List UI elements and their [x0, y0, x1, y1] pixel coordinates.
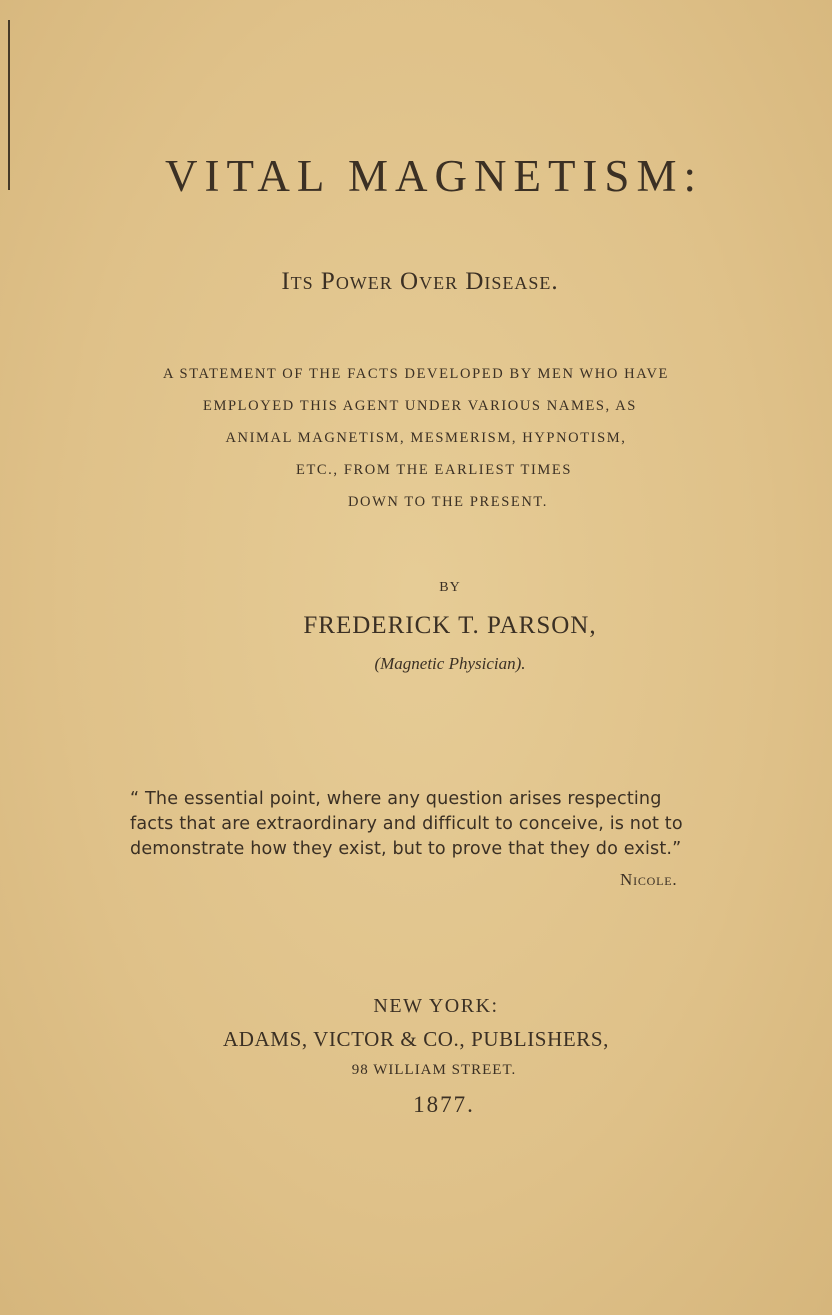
quote-attribution: Nicole.	[620, 870, 678, 889]
quote-line: demonstrate how they exist, but to prove that they do exist.”	[130, 839, 682, 859]
imprint-city: NEW YORK:	[373, 995, 499, 1017]
description-line: DOWN TO THE PRESENT.	[347, 494, 549, 510]
quote-line: facts that are extraordinary and difficult to conceive, is not to	[130, 814, 683, 834]
imprint-year: 1877.	[413, 1092, 475, 1117]
imprint-publisher: ADAMS, VICTOR & CO., PUBLISHERS,	[223, 1027, 609, 1051]
book-subtitle: Its Power Over Disease.	[281, 268, 559, 295]
author-name: FREDERICK T. PARSON,	[303, 612, 597, 639]
author-role: (Magnetic Physician).	[374, 654, 526, 673]
by-label: BY	[439, 580, 461, 595]
epigraph-quote	[130, 787, 750, 862]
book-title: VITAL MAGNETISM:	[165, 151, 703, 201]
description-line: EMPLOYED THIS AGENT UNDER VARIOUS NAMES, AS	[203, 398, 637, 414]
description-line: ETC., FROM THE EARLIEST TIMES	[296, 462, 572, 478]
imprint-street: 98 WILLIAM STREET.	[351, 1062, 517, 1078]
quote-line: “ The essential point, where any question arises respecting	[130, 789, 662, 809]
description-line: ANIMAL MAGNETISM, MESMERISM, HYPNOTISM,	[225, 430, 627, 446]
description-line: A STATEMENT OF THE FACTS DEVELOPED BY MEN WHO HAVE	[163, 366, 669, 382]
